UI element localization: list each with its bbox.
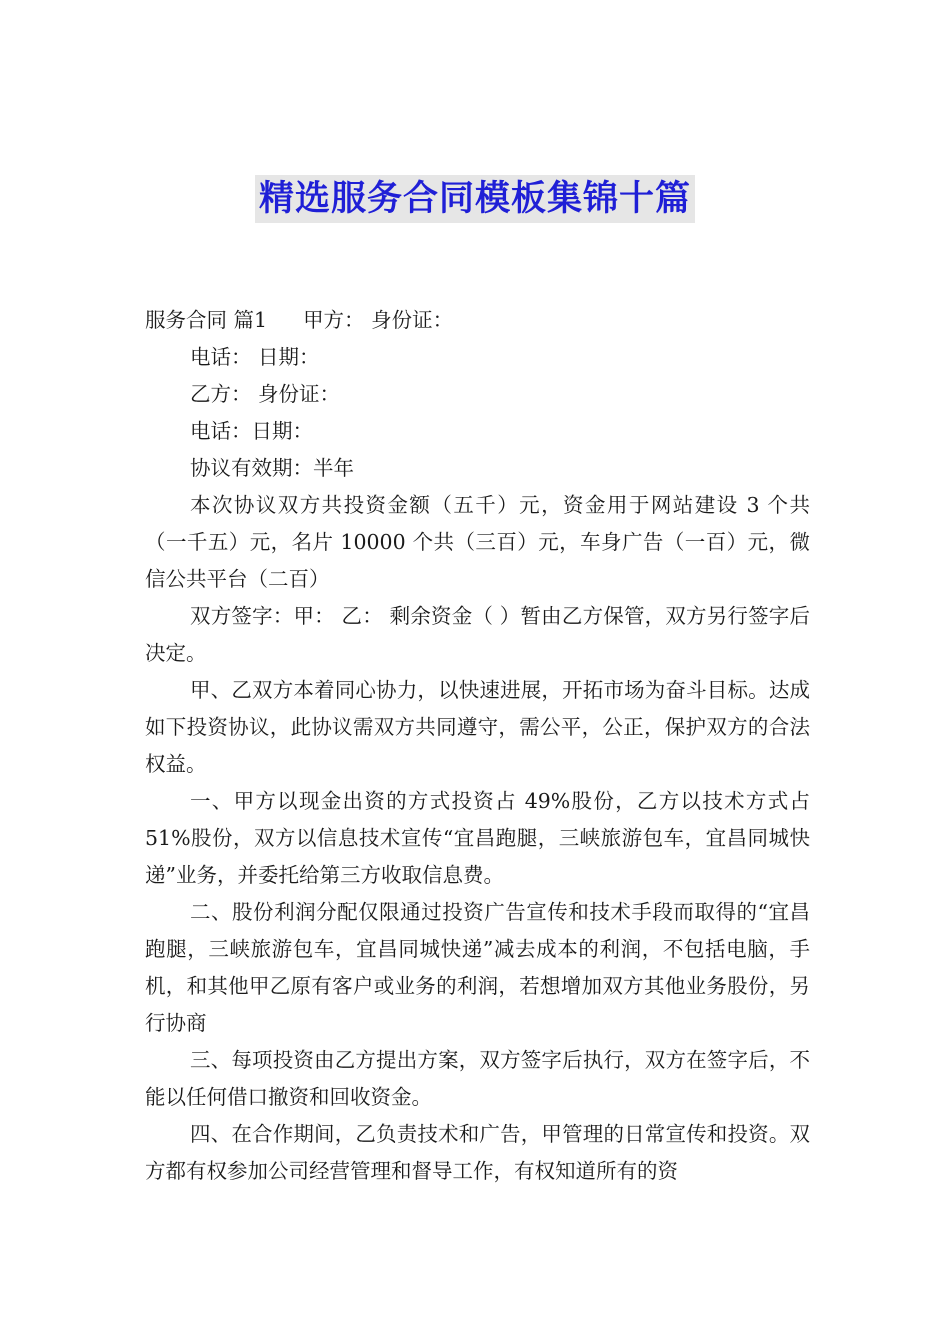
- paragraph: 乙方： 身份证：: [190, 382, 341, 406]
- paragraph: 一、甲方以现金出资的方式投资占 49%股份，乙方以技术方式占 51%股份，双方以信息技术宣传“宜昌跑腿，三峡旅游包车，宜昌同城快递”业务，并委托给第三方收取信息费。: [145, 789, 810, 887]
- title-container: [0, 175, 950, 223]
- paragraph: 电话： 日期：: [190, 345, 320, 369]
- party-a-label: 甲方： 身份证：: [303, 308, 454, 332]
- paragraph: 甲、乙双方本着同心协力，以快速进展，开拓市场为奋斗目标。达成如下投资协议，此协议需双方共同遵守，需公平，公正，保护双方的合法权益。: [145, 678, 810, 776]
- section-heading: 服务合同 篇1: [145, 308, 268, 332]
- first-line: [145, 302, 810, 339]
- document-title: 精选服务合同模板集锦十篇: [255, 175, 695, 223]
- paragraph: 协议有效期：半年: [190, 456, 354, 480]
- paragraph: 二、股份利润分配仅限通过投资广告宣传和技术手段而取得的“宜昌跑腿，三峡旅游包车，宜昌同城快递”减去成本的利润，不包括电脑，手机，和其他甲乙原有客户或业务的利润，若想增加双方其他业务股份，另行协商: [145, 900, 810, 1035]
- paragraph: 电话：日期：: [190, 419, 313, 443]
- paragraph: 三、每项投资由乙方提出方案，双方签字后执行，双方在签字后，不能以任何借口撤资和回收资金。: [145, 1048, 810, 1109]
- paragraph: 四、在合作期间，乙负责技术和广告，甲管理的日常宣传和投资。双方都有权参加公司经营管理和督导工作，有权知道所有的资: [145, 1122, 810, 1183]
- document-body: [145, 302, 810, 1190]
- paragraph: 本次协议双方共投资金额（五千）元，资金用于网站建设 3 个共（一千五）元，名片 10000 个共（三百）元，车身广告（一百）元，微信公共平台（二百）: [145, 493, 810, 591]
- paragraph: 双方签字：甲： 乙： 剩余资金（ ）暂由乙方保管，双方另行签字后决定。: [145, 604, 810, 665]
